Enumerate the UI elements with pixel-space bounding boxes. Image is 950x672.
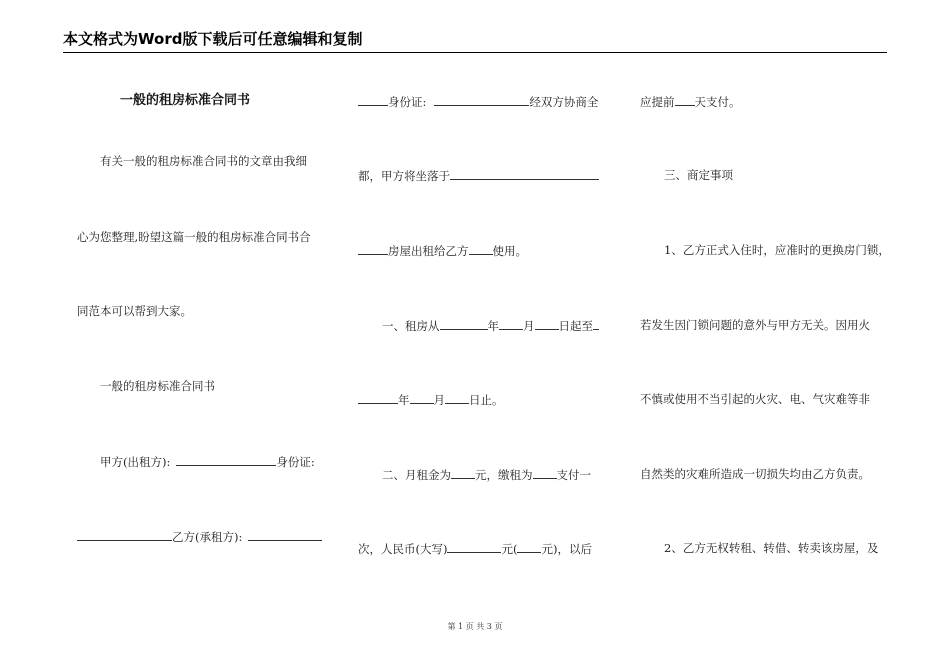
col3-line-7: 2、乙方无权转租、转借、转卖该房屋，及 [664, 541, 879, 555]
format-banner: 本文格式为Word版下载后可任意编辑和复制 [63, 30, 363, 48]
lessor-line [100, 454, 315, 469]
blank [358, 392, 398, 404]
text: 元，缴租为 [475, 468, 533, 482]
col2-line-2 [358, 168, 599, 183]
text: 年 [487, 319, 499, 333]
col2-line-6 [382, 467, 591, 482]
lessee-line [77, 529, 322, 544]
blank [358, 94, 388, 106]
lessee-blank [248, 529, 322, 541]
blank [469, 243, 493, 255]
text: 房屋出租给乙方 [388, 244, 469, 258]
blank [440, 318, 488, 330]
intro-line-1: 有关一般的租房标准合同书的文章由我细 [100, 154, 307, 168]
lessor-id-blank [77, 529, 172, 541]
col3-line-4: 若发生因门锁问题的意外与甲方无关。因用火 [640, 318, 870, 332]
blank [517, 541, 541, 553]
col2-line-1 [358, 94, 598, 109]
text: 月 [523, 319, 535, 333]
blank [593, 318, 599, 330]
blank [499, 318, 523, 330]
document-title: 一般的租房标准合同书 [120, 93, 251, 108]
text: 月 [433, 393, 445, 407]
col3-line-2: 三、商定事项 [664, 168, 733, 182]
blank [535, 318, 559, 330]
intro-line-2: 心为您整理,盼望这篇一般的租房标准合同书合 [77, 230, 311, 244]
lessor-label: 甲方(出租方): [100, 455, 171, 469]
page-number-footer: 第 1 页 共 3 页 [447, 622, 503, 631]
blank [675, 94, 695, 106]
text: 二、月租金为 [382, 468, 451, 482]
id-label: 身份证: [388, 95, 427, 109]
lessor-id-label: 身份证: [276, 455, 315, 469]
col2-line-4 [382, 318, 599, 333]
text: 一、租房从 [382, 319, 440, 333]
blank [434, 94, 529, 106]
blank [410, 392, 434, 404]
text: 次，人民币(大写) [358, 542, 448, 556]
col3-line-5: 不慎或使用不当引起的火灾、电、气灾难等非 [640, 392, 870, 406]
blank [447, 541, 501, 553]
text: 支付一 [556, 468, 591, 482]
blank [451, 467, 475, 479]
col2-line-5 [358, 392, 504, 407]
blank [450, 168, 599, 180]
col2-line-3 [358, 243, 527, 258]
text: 元)，以后 [541, 542, 592, 556]
col2-line-7 [358, 541, 592, 556]
col3-line-3: 1、乙方正式入住时，应准时的更换房门锁， [664, 243, 890, 257]
text: 年 [398, 393, 410, 407]
intro-line-3: 同范本可以帮到大家。 [77, 304, 192, 318]
text: 元( [501, 542, 518, 556]
text: 都，甲方将坐落于 [358, 169, 450, 183]
blank [533, 467, 557, 479]
text: 使用。 [492, 244, 527, 258]
text: 经双方协商全 [529, 95, 599, 109]
blank [445, 392, 469, 404]
text: 天支付。 [694, 95, 741, 109]
text: 应提前 [640, 95, 675, 109]
text: 日止。 [469, 393, 504, 407]
col3-line-6: 自然类的灾难所造成一切损失均由乙方负责。 [640, 467, 870, 481]
col3-line-1 [640, 94, 741, 109]
lessee-label: 乙方(承租方): [172, 530, 243, 544]
blank [358, 243, 388, 255]
header-rule [63, 52, 887, 53]
section-heading: 一般的租房标准合同书 [100, 379, 215, 393]
text: 日起至 [558, 319, 593, 333]
lessor-blank [176, 454, 276, 466]
